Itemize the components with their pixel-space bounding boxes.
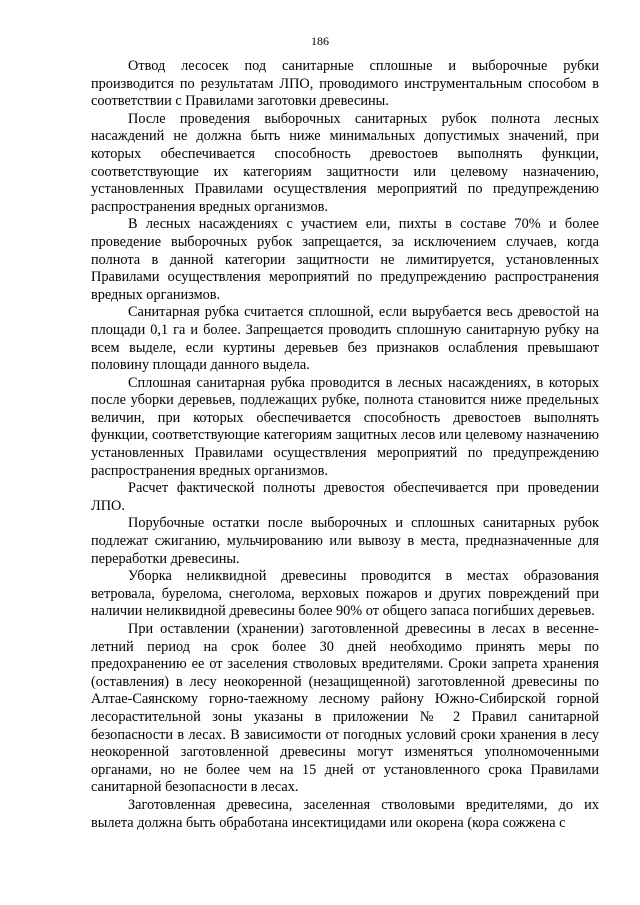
paragraph: Отвод лесосек под санитарные сплошные и выборочные рубки производится по результатам ЛПО, проводимого инструментальным способом в соответствии с Правилами заготовки древесины. — [91, 58, 599, 110]
paragraph: Уборка неликвидной древесины проводится в местах образования ветровала, бурелома, снеголома, верховых пожаров и других повреждений при наличии неликвидной древесины более 90% от общего запаса погибших деревьев. — [91, 568, 599, 620]
paragraph: В лесных насаждениях с участием ели, пихты в составе 70% и более проведение выборочных рубок запрещается, за исключением случаев, когда полнота в данной категории защитности не лимитируется, установленных Правилами осуществления мероприятий по предупреждению распространения вредных организмов. — [91, 216, 599, 303]
paragraph: Расчет фактической полноты древостоя обеспечивается при проведении ЛПО. — [91, 480, 599, 514]
document-body — [91, 58, 599, 832]
paragraph: При оставлении (хранении) заготовленной древесины в лесах в весенне-летний период на срок более 30 дней необходимо принять меры по предохранению ее от заселения стволовых вредителями. Сроки запрета хранения (оставления) в лесу неокоренной (незащищенной) заготовленной древесины по Алтае-Саянскому горно-таежному лесному району Южно-Сибирской горной лесорастительной зоны указаны в приложении № 2 Правил санитарной безопасности в лесах. В зависимости от погодных условий сроки хранения в лесу неокоренной заготовленной древесины могут изменяться уполномоченными органами, но не более чем на 15 дней от установленного срока Правилами санитарной безопасности в лесах. — [91, 621, 599, 796]
paragraph: Заготовленная древесина, заселенная стволовыми вредителями, до их вылета должна быть обработана инсектицидами или окорена (кора сожжена с — [91, 796, 599, 831]
page-number: 186 — [311, 34, 329, 48]
paragraph: После проведения выборочных санитарных рубок полнота лесных насаждений не должна быть ниже минимальных допустимых значений, при которых обеспечивается способность древостоев выполнять функции, соответствующие их категориям защитности или целевому назначению, установленных Правилами осуществления мероприятий по предупреждению распространения вредных организмов. — [91, 110, 599, 215]
paragraph: Санитарная рубка считается сплошной, если вырубается весь древостой на площади 0,1 га и более. Запрещается проводить сплошную санитарную рубку на всем выделе, если куртины деревьев без признаков ослабления превышают половину площади данного выдела. — [91, 304, 599, 374]
paragraph: Порубочные остатки после выборочных и сплошных санитарных рубок подлежат сжиганию, мульчированию или вывозу в места, предназначенные для переработки древесины. — [91, 515, 599, 567]
paragraph: Сплошная санитарная рубка проводится в лесных насаждениях, в которых после уборки деревьев, подлежащих рубке, полнота становится ниже предельных величин, при которых обеспечивается способность древостоев выполнять функции, соответствующие категориям защитных лесов или целевому назначению установленных Правилами осуществления мероприятий по предупреждению распространения вредных организмов. — [91, 374, 599, 479]
